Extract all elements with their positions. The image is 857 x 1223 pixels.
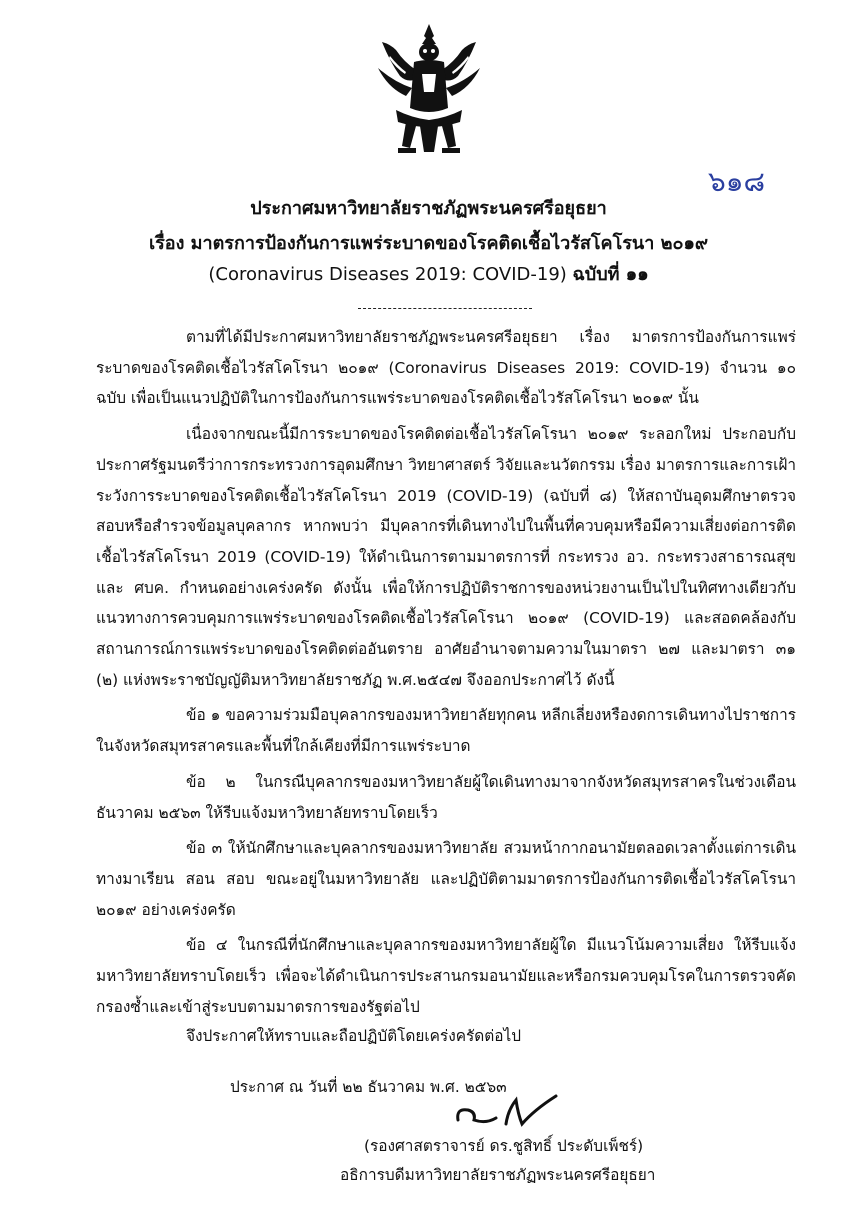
announcement-body [96, 322, 796, 1027]
paragraph-item-2: ข้อ ๒ ในกรณีบุคลากรของมหาวิทยาลัยผู้ใดเดินทางมาจากจังหวัดสมุทรสาครในช่วงเดือนธันวาคม ๒๕๖๓ ให้รีบแจ้งมหาวิทยาลัยทราบโดยเร็ว [96, 772, 796, 822]
announcement-date: ประกาศ ณ วันที่ ๒๒ ธันวาคม พ.ศ. ๒๕๖๓ [230, 1078, 507, 1096]
garuda-emblem-icon [376, 22, 482, 160]
paragraph-rationale: เนื่องจากขณะนี้มีการระบาดของโรคติดต่อเชื้อไวรัสโคโรนา ๒๐๑๙ ระลอกใหม่ ประกอบกับประกาศรัฐมนตรีว่าการกระทรวงการอุดมศึกษา วิทยาศาสตร์ วิจัยและนวัตกรรม เรื่อง มาตรการและการเฝ้าระวังการระบาดของโรคติดเชื้อไวรัสโคโรนา 2019 (COVID-19) (ฉบับที่ ๘) ให้สถาบันอุดมศึกษาตรวจสอบหรือสำรวจข้อมูลบุคลากร หากพบว่า มีบุคลากรที่เดินทางไปในพื้นที่ควบคุมหรือมีความเสี่ยงต่อการติดเชื้อไวรัสโคโรนา 2019 (COVID-19) ให้ดำเนินการตามมาตรการที่ กระทรวง อว. กระทรวงสาธารณสุข และ ศบค. กำหนดอย่างเคร่งครัด ดังนั้น เพื่อให้การปฏิบัติราชการของหน่วยงานเป็นไปในทิศทางเดียวกับแนวทางการควบคุมการแพร่ระบาดของโรคติดเชื้อไวรัสโคโรนา ๒๐๑๙ (COVID-19) และสอดคล้องกับสถานการณ์การแพร่ระบาดของโรคติดต่ออันตราย อาศัยอำนาจตามความในมาตรา ๒๗ และมาตรา ๓๑ (๒) แห่งพระราชบัญญัติมหาวิทยาลัยราชภัฏ พ.ศ.๒๕๔๗ จึงออกประกาศไว้ ดังนี้ [96, 425, 796, 689]
document-number: ๖๑๘ [708, 165, 766, 198]
paragraph-item-3: ข้อ ๓ ให้นักศึกษาและบุคลากรของมหาวิทยาลัย สวมหน้ากากอนามัยตลอดเวลาตั้งแต่การเดินทางมาเรียน สอน สอบ ขณะอยู่ในมหาวิทยาลัย และปฏิบัติตามมาตรการป้องกันการติดเชื้อไวรัสโคโรนา ๒๐๑๙ อย่างเคร่งครัด [96, 839, 796, 919]
separator-line [358, 308, 532, 309]
paragraph-item-1: ข้อ ๑ ขอความร่วมมือบุคลากรของมหาวิทยาลัยทุกคน หลีกเลี่ยงหรืองดการเดินทางไปราชการในจังหวัดสมุทรสาครและพื้นที่ใกล้เคียงที่มีการแพร่ระบาด [96, 706, 796, 756]
announcement-title: ประกาศมหาวิทยาลัยราชภัฏพระนครศรีอยุธยา [250, 198, 607, 219]
signer-position: อธิการบดีมหาวิทยาลัยราชภัฏพระนครศรีอยุธยา [340, 1166, 656, 1184]
announcement-subject-english [60, 259, 797, 288]
announcement-subject: เรื่อง มาตรการป้องกันการแพร่ระบาดของโรคติดเชื้อไวรัสโคโรนา ๒๐๑๙ [148, 233, 709, 254]
signature-icon [446, 1090, 566, 1134]
paragraph-item-4: ข้อ ๔ ในกรณีที่นักศึกษาและบุคลากรของมหาวิทยาลัยผู้ใด มีแนวโน้มความเสี่ยง ให้รีบแจ้งมหาวิทยาลัยทราบโดยเร็ว เพื่อจะได้ดำเนินการประสานกรมอนามัยและหรือกรมควบคุมโรคในการตรวจคัดกรองซ้ำและเข้าสู่ระบบตามมาตรการของรัฐต่อไป [96, 936, 796, 1016]
closing-statement: จึงประกาศให้ทราบและถือปฏิบัติโดยเคร่งครัดต่อไป [186, 1027, 522, 1045]
subject-english-text: (Coronavirus Diseases 2019: COVID-19) [208, 264, 567, 285]
issue-number: ฉบับที่ ๑๑ [572, 264, 649, 285]
signer-name: (รองศาสตราจารย์ ดร.ชูสิทธิ์ ประดับเพ็ชร์) [364, 1137, 644, 1155]
paragraph-intro: ตามที่ได้มีประกาศมหาวิทยาลัยราชภัฏพระนครศรีอยุธยา เรื่อง มาตรการป้องกันการแพร่ระบาดของโรคติดเชื้อไวรัสโคโรนา ๒๐๑๙ (Coronavirus Diseases 2019: COVID-19) จำนวน ๑๐ ฉบับ เพื่อเป็นแนวปฏิบัติในการป้องกันการแพร่ระบาดของโรคติดเชื้อไวรัสโคโรนา ๒๐๑๙ นั้น [96, 328, 796, 408]
